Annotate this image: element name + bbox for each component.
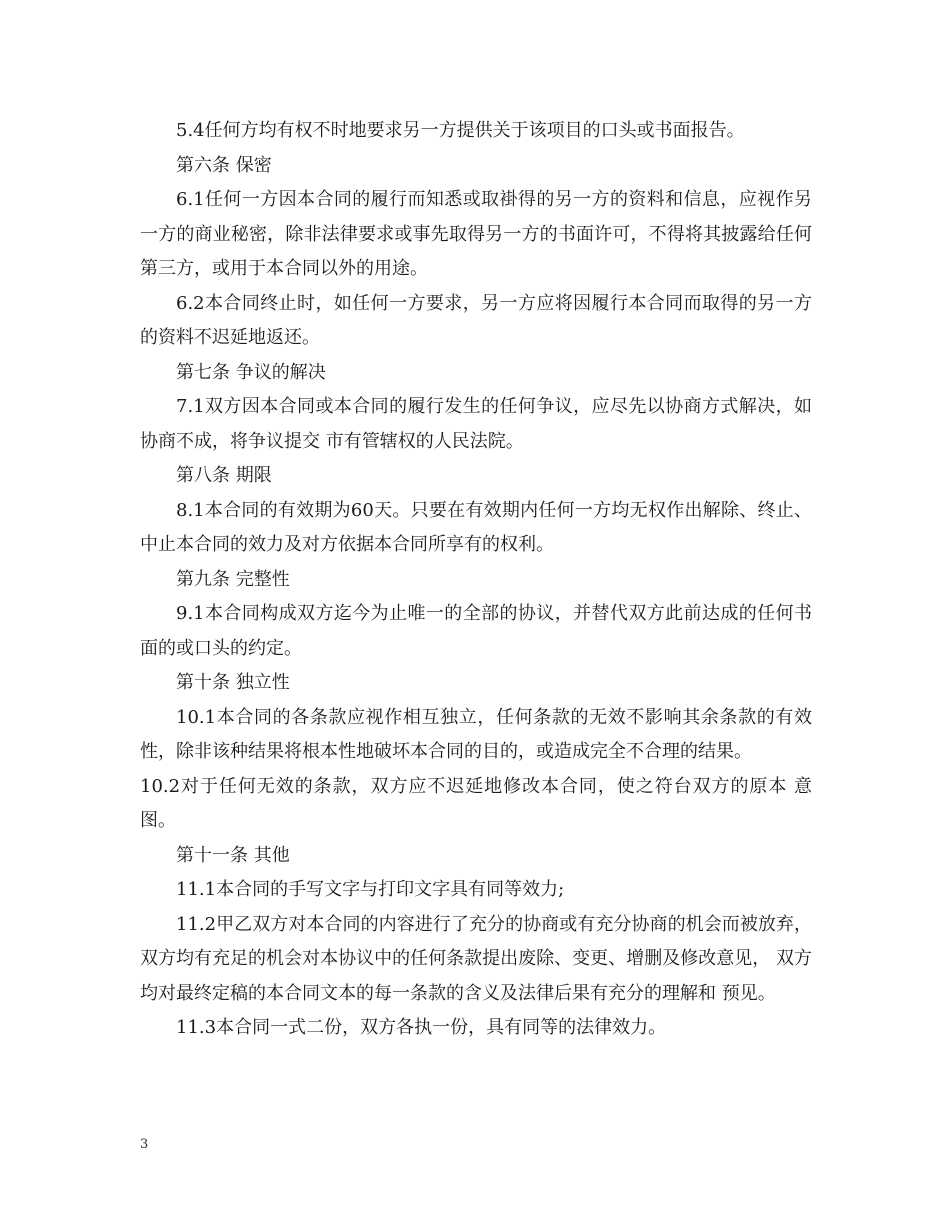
page-number: 3 [140, 1137, 149, 1152]
paragraph-11-3: 11.3本合同一式二份，双方各执一份，具有同等的法律效力。 [176, 1017, 667, 1038]
paragraph-11-1: 11.1本合同的手写文字与打印文字具有同等效力; [176, 879, 565, 900]
paragraph-7-1: 7.1双方因本合同或本合同的履行发生的任何争议，应尽先以协商方式解决，如协商不成，将争议提交 市有管辖权的人民法院。 [140, 396, 812, 452]
paragraph-9-1: 9.1本合同构成双方迄今为止唯一的全部的协议，并替代双方此前达成的任何书 面的或口头的约定。 [140, 603, 812, 659]
heading-article-10: 第十条 独立性 [176, 672, 290, 693]
document-body [140, 114, 812, 1046]
heading-article-11: 第十一条 其他 [176, 844, 290, 866]
heading-article-9: 第九条 完整性 [176, 568, 290, 590]
paragraph-8-1: 8.1本合同的有效期为60天。只要在有效期内任何一方均无权作出解除、终止、中止本合同的效力及对方依据本合同所享有的权利。 [140, 499, 812, 555]
paragraph-11-2: 11.2甲乙双方对本合同的内容进行了充分的协商或有充分协商的机会而被放弃， 双方均有充足的机会对本协议中的任何条款提出废除、变更、增删及修改意见， 双方均对最终定稿的本合同文本的每一条款的含义及法律后果有充分的理解和 预见。 [140, 913, 812, 1004]
heading-article-8: 第八条 期限 [176, 465, 272, 486]
paragraph-6-2: 6.2本合同终止时，如任何一方要求，另一方应将因履行本合同而取得的另一方的资料不迟延地返还。 [140, 292, 812, 348]
paragraph-5-4: 5.4任何方均有权不时地要求另一方提供关于该项目的口头或书面报告。 [176, 120, 745, 141]
heading-article-7: 第七条 争议的解决 [176, 361, 326, 383]
paragraph-10-2: 10.2对于任何无效的条款，双方应不迟延地修改本合同，使之符台双方的原本 意图。 [140, 775, 812, 831]
heading-article-6: 第六条 保密 [176, 154, 272, 176]
paragraph-10-1: 10.1本合同的各条款应视作相互独立，任何条款的无效不影响其余条款的有效 性，除非该种结果将根本性地破坏本合同的目的，或造成完全不合理的结果。 [140, 706, 812, 762]
paragraph-6-1: 6.1任何一方因本合同的履行而知悉或取褂得的另一方的资料和信息，应视作另一方的商业秘密，除非法律要求或事先取得另一方的书面许可，不得将其披露给任何第三方，或用于本合同以外的用途。 [140, 189, 812, 279]
